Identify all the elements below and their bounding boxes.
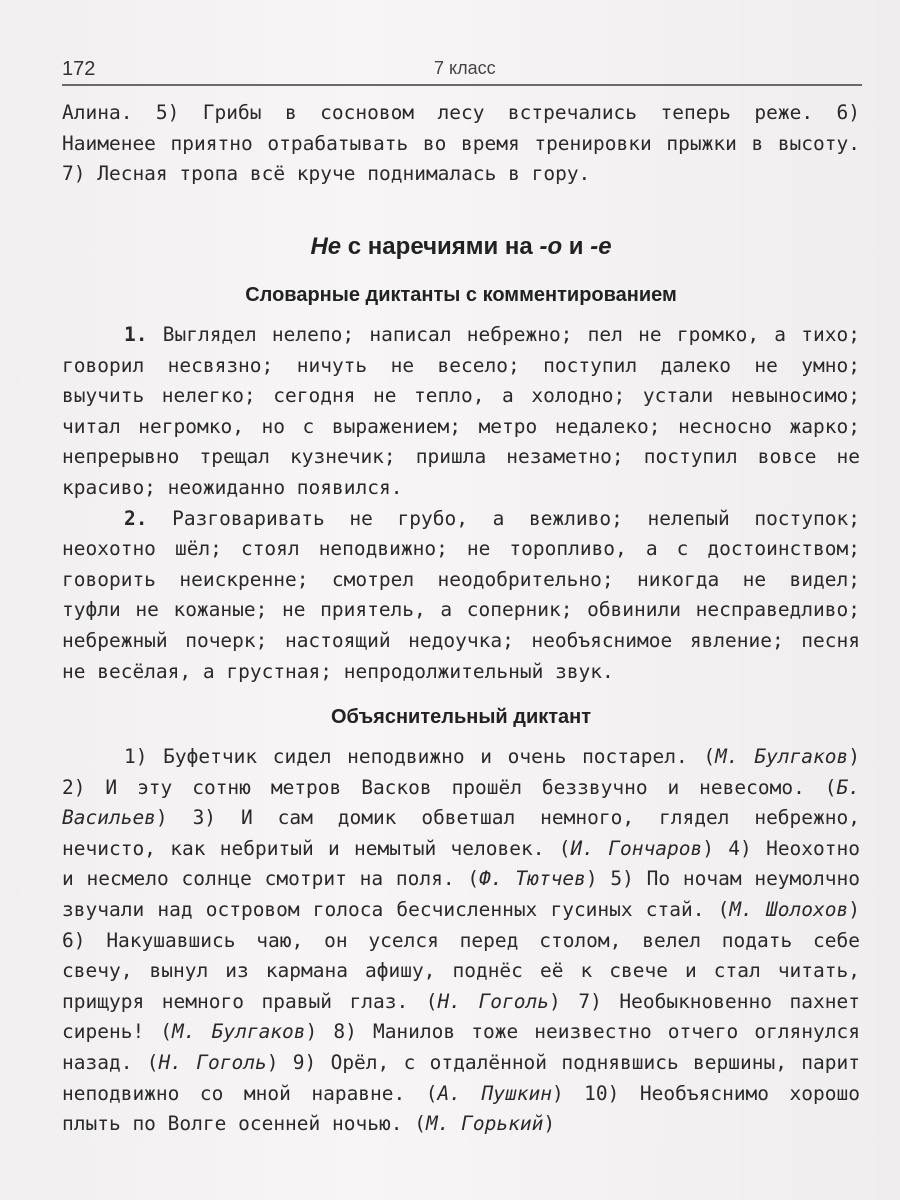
sentence-text: ) 10) Необъяснимо хорошо плыть по Волге осенней ночью. ( <box>62 1081 860 1136</box>
author-name: М. Булгаков <box>715 745 849 768</box>
dictation-item-1 <box>62 320 860 504</box>
heading-part-e: -е <box>590 233 612 260</box>
item-number: 2. <box>124 506 148 530</box>
heading-part-mid: с наречиями на <box>341 233 540 260</box>
explanatory-paragraph <box>62 742 860 1140</box>
sentence-text: 1) Буфетчик сидел неподвижно и очень постарел. ( <box>124 745 716 768</box>
section-heading <box>62 233 860 261</box>
author-name: Н. Гоголь <box>158 1050 267 1074</box>
author-name: М. Булгаков <box>172 1020 306 1044</box>
intro-paragraph <box>62 98 860 190</box>
heading-part-ne: Не <box>310 233 342 260</box>
item-text: Разговаривать не грубо, а вежливо; нелепый поступок; неохотно шёл; стоял неподвижно; не торопливо, а с достоинством; говорить неискренне; смотрел неодобрительно; никогда не видел; туфли не кожаные; не приятель, а соперник; обвинили несправедливо; небрежный почерк; настоящий недоучка; необъяснимое явление; песня не весёлая, а грустная; непродолжительный звук. <box>62 506 860 683</box>
subsection-title-explanatory-dictation: Объяснительный диктант <box>330 706 592 728</box>
page-header <box>62 58 862 86</box>
item-number: 1. <box>124 323 148 346</box>
dictation-item-2 <box>62 504 860 688</box>
sentence-text: ) 6) Накушавшись чаю, он уселся перед столом, велел подать себе свечу, вынул из кармана афишу, поднёс её к свече и стал читать, прищуря немного правый глаз. ( <box>62 897 860 1013</box>
running-head: 7 класс <box>434 58 496 78</box>
sentence-text: ) 4) Неохотно и несмело солнце смотрит на поля. ( <box>62 836 860 891</box>
author-name: А. Пушкин <box>437 1081 552 1105</box>
item-text: Выглядел нелепо; написал небрежно; пел не громко, а тихо; говорил несвязно; ничуть не весело; поступил далеко не умно; выучить нелегко; сегодня не тепло, а холодно; устали невыносимо; читал негромко, но с выражением; метро недалеко; несносно жарко; непрерывно трещал кузнечик; пришла незаметно; поступил вовсе не красиво; неожиданно появился. <box>62 323 860 499</box>
explanatory-dictation <box>62 742 860 1140</box>
heading-part-o: -о <box>539 233 563 260</box>
author-name: М. Горький <box>425 1112 544 1136</box>
intro-text: Алина. 5) Грибы в сосновом лесу встречались теперь реже. 6) Наименее приятно отрабатывать во время тренировки прыжки в высоту. 7) Лесная тропа всё круче поднималась в гору. <box>62 101 860 186</box>
page-number: 172 <box>62 58 96 80</box>
sentence-text: ) 5) По ночам неумолчно звучали над островом голоса бесчисленных гусиных стай. ( <box>62 867 860 921</box>
author-name: Н. Гоголь <box>437 989 550 1013</box>
sentence-text: ) 9) Орёл, с отдалённой поднявшись вершины, парит неподвижно со мной наравне. ( <box>62 1050 860 1105</box>
subsection-title-dictation-commentary: Словарные диктанты с комментированием <box>245 284 677 306</box>
author-name: И. Гончаров <box>570 836 703 860</box>
sentence-text: ) 8) Манилов тоже неизвестно отчего оглянулся назад. ( <box>62 1020 860 1074</box>
sentence-text: ) 3) И сам домик обветшал немного, глядел небрежно, нечисто, как небритый и немытый человек. ( <box>62 806 860 860</box>
dictation-list <box>62 320 860 687</box>
sentence-text: ) <box>543 1112 556 1136</box>
sentence-text: ) 7) Необыкновенно пахнет сирень! ( <box>62 989 860 1044</box>
author-name: Ф. Тютчев <box>479 867 586 891</box>
sentence-text: ) 2) И эту сотню метров Васков прошёл беззвучно и невесомо. ( <box>62 745 860 799</box>
author-name: М. Шолохов <box>729 897 849 921</box>
heading-part-and: и <box>562 233 591 260</box>
author-name: Б. Васильев <box>62 775 860 830</box>
